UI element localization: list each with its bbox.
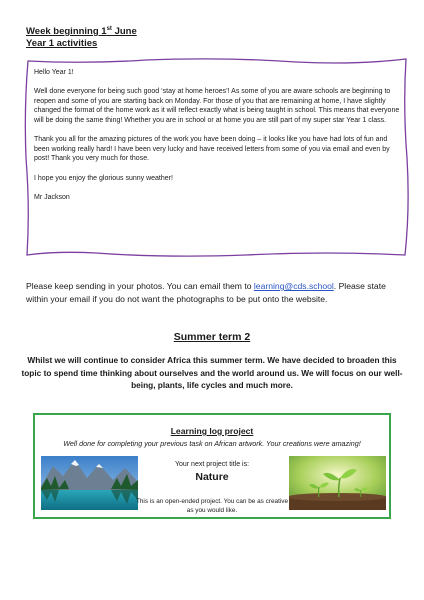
learning-log-title: Learning log project [170, 426, 254, 436]
next-project-label: Your next project title is: [174, 461, 250, 468]
learning-log-subtitle: Well done for completing your previous task on African artwork. Your creations were amazing! [63, 439, 361, 448]
letter-paragraph-2: Thank you all for the amazing pictures of the work you have been doing – it looks like you have had lots of fun and been working really hard! I have been very lucky and have received letters from some of you via email and even by post! Thank you very much for those. [34, 136, 390, 163]
letter-greeting: Hello Year 1! [34, 69, 74, 76]
letter-box [26, 58, 408, 256]
letter-text [26, 68, 408, 212]
letter-paragraph-1: Well done everyone for being such good ‘stay at home heroes’! As some of you are aware schools are beginning to reopen and some of you are starting back on Monday. For those of you that are remaining at home, I have slightly changed the format of the home work as it will reflect exactly what is being taught in school. This means that everyone will be doing the same thing! Whether you are in school or at home you are still part of my super star Year 1 class. [34, 88, 400, 124]
photos-note: Please keep sending in your photos. You can email them to learning@cds.school. Please state within your email if you do not want the photographs to be put onto the website. [26, 281, 386, 304]
letter-paragraph-3: I hope you enjoy the glorious sunny weather! [34, 174, 173, 182]
week-heading: Week beginning 1st June [26, 26, 137, 38]
summer-term-title: Summer term 2 [173, 331, 251, 343]
year-activities-heading: Year 1 activities [26, 38, 98, 49]
letter-signature: Mr Jackson [34, 193, 70, 201]
project-name: Nature [195, 471, 229, 483]
mountain-lake-image [41, 456, 138, 510]
summer-term-text: Whilst we will continue to consider Africa this summer term. We have decided to broaden this topic to spend time thinking about ourselves and the world around us. We will focus on our well-being, plants, life cycles and much more. [21, 355, 403, 391]
project-description: This is an open-ended project. You can be as creative as you would like. [135, 498, 289, 514]
sprout-image [289, 456, 386, 510]
email-link[interactable]: learning@cds.school [253, 281, 334, 291]
learning-log-box [33, 413, 391, 519]
